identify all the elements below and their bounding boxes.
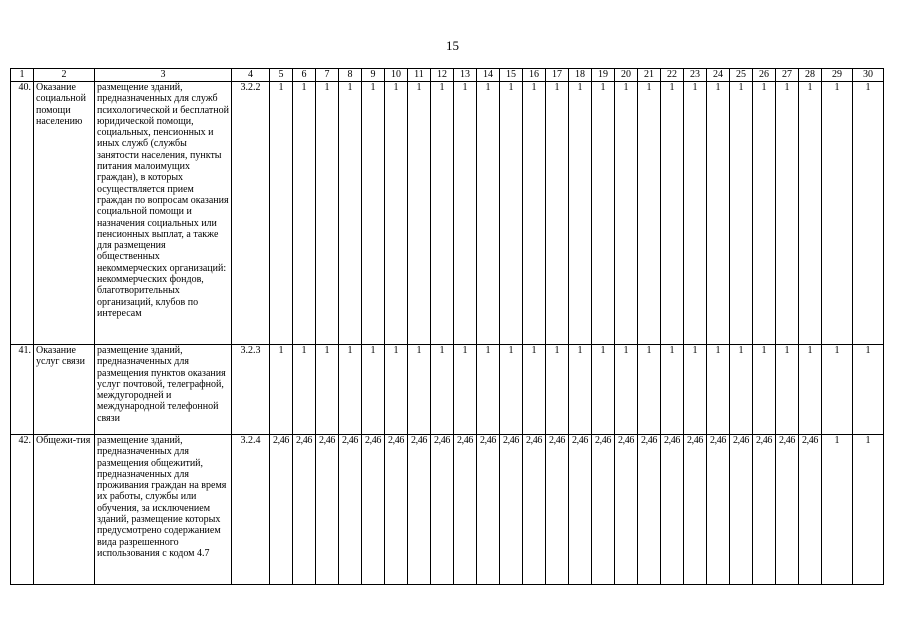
coefficient-cell: 2,46 (730, 435, 753, 585)
column-header-13: 13 (454, 69, 477, 82)
coefficient-cell: 1 (822, 345, 853, 435)
coefficient-cell: 1 (316, 345, 339, 435)
coefficient-cell: 1 (500, 82, 523, 345)
coefficient-cell: 2,46 (638, 435, 661, 585)
coefficient-cell: 1 (362, 82, 385, 345)
column-header-23: 23 (684, 69, 707, 82)
coefficient-cell: 2,46 (753, 435, 776, 585)
coefficient-cell: 1 (707, 82, 730, 345)
column-header-28: 28 (799, 69, 822, 82)
column-header-27: 27 (776, 69, 799, 82)
table-row (11, 345, 884, 435)
coefficient-cell: 1 (753, 345, 776, 435)
coefficient-cell: 2,46 (500, 435, 523, 585)
column-header-24: 24 (707, 69, 730, 82)
coefficient-cell: 1 (776, 82, 799, 345)
column-number-header-row (11, 69, 884, 82)
coefficient-cell: 1 (615, 82, 638, 345)
coefficient-cell: 1 (477, 345, 500, 435)
column-header-3: 3 (95, 69, 232, 82)
coefficient-cell: 2,46 (569, 435, 592, 585)
use-type-name: Оказание услуг связи (34, 345, 95, 435)
column-header-19: 19 (592, 69, 615, 82)
coefficient-cell: 1 (592, 82, 615, 345)
column-header-29: 29 (822, 69, 853, 82)
row-number: 41. (11, 345, 34, 435)
coefficient-cell: 2,46 (684, 435, 707, 585)
coefficient-cell: 2,46 (477, 435, 500, 585)
table-row (11, 82, 884, 345)
coefficient-cell: 1 (500, 345, 523, 435)
coefficient-cell: 1 (523, 345, 546, 435)
coefficient-cell: 1 (730, 345, 753, 435)
coefficient-cell: 1 (408, 82, 431, 345)
table-row (11, 435, 884, 585)
coefficient-cell: 2,46 (615, 435, 638, 585)
coefficient-cell: 1 (799, 345, 822, 435)
use-type-code: 3.2.3 (232, 345, 270, 435)
coefficient-cell: 1 (615, 345, 638, 435)
coefficient-cell: 2,46 (546, 435, 569, 585)
coefficient-cell: 1 (431, 82, 454, 345)
coefficient-cell: 1 (707, 345, 730, 435)
column-header-12: 12 (431, 69, 454, 82)
column-header-7: 7 (316, 69, 339, 82)
coefficient-cell: 1 (546, 82, 569, 345)
column-header-14: 14 (477, 69, 500, 82)
coefficient-cell: 1 (362, 345, 385, 435)
zoning-coefficients-table (10, 68, 884, 585)
coefficient-cell: 1 (638, 345, 661, 435)
column-header-5: 5 (270, 69, 293, 82)
column-header-6: 6 (293, 69, 316, 82)
coefficient-cell: 1 (316, 82, 339, 345)
coefficient-cell: 1 (776, 345, 799, 435)
coefficient-cell: 1 (546, 345, 569, 435)
coefficient-cell: 1 (684, 345, 707, 435)
coefficient-cell: 1 (799, 82, 822, 345)
column-header-11: 11 (408, 69, 431, 82)
use-type-description: размещение зданий, предназначенных для размещения пунктов оказания услуг почтовой, телеграфной, междугородней и международной телефонной связи (95, 345, 232, 435)
coefficient-cell: 1 (270, 345, 293, 435)
coefficient-cell: 1 (454, 82, 477, 345)
row-number: 40. (11, 82, 34, 345)
coefficient-cell: 2,46 (707, 435, 730, 585)
coefficient-cell: 1 (569, 82, 592, 345)
coefficient-cell: 2,46 (408, 435, 431, 585)
coefficient-cell: 1 (853, 82, 884, 345)
use-type-description: размещение зданий, предназначенных для служб психологической и бесплатной юридической помощи, социальных, пенсионных и иных служб (службы занятости населения, пункты питания малоимущих граждан), в которых осуществляется прием граждан по вопросам оказания социальной помощи и назначения социальных или пенсионных выплат, а также для размещения общественных некоммерческих организаций: некоммерческих фондов, благотворительных организаций, клубов по интересам (95, 82, 232, 345)
coefficient-cell: 2,46 (293, 435, 316, 585)
use-type-name: Общежи-тия (34, 435, 95, 585)
coefficient-cell: 2,46 (431, 435, 454, 585)
coefficient-cell: 1 (339, 345, 362, 435)
use-type-description: размещение зданий, предназначенных для размещения общежитий, предназначенных для проживания граждан на время их работы, службы или обучения, за исключением зданий, размещение которых предусмотрено содержанием вида разрешенного использования с кодом 4.7 (95, 435, 232, 585)
page-number: 15 (446, 38, 459, 53)
coefficient-cell: 2,46 (385, 435, 408, 585)
coefficient-cell: 1 (408, 345, 431, 435)
column-header-10: 10 (385, 69, 408, 82)
use-type-code: 3.2.4 (232, 435, 270, 585)
coefficient-cell: 1 (339, 82, 362, 345)
column-header-25: 25 (730, 69, 753, 82)
coefficient-cell: 1 (853, 435, 884, 585)
use-type-name: Оказание социальной помощи населению (34, 82, 95, 345)
column-header-26: 26 (753, 69, 776, 82)
coefficient-cell: 1 (661, 345, 684, 435)
coefficient-cell: 2,46 (661, 435, 684, 585)
coefficient-cell: 2,46 (270, 435, 293, 585)
coefficient-cell: 2,46 (454, 435, 477, 585)
coefficient-cell: 2,46 (799, 435, 822, 585)
coefficient-cell: 1 (853, 345, 884, 435)
column-header-8: 8 (339, 69, 362, 82)
column-header-1: 1 (11, 69, 34, 82)
column-header-16: 16 (523, 69, 546, 82)
column-header-21: 21 (638, 69, 661, 82)
column-header-18: 18 (569, 69, 592, 82)
coefficient-cell: 1 (822, 82, 853, 345)
column-header-2: 2 (34, 69, 95, 82)
column-header-30: 30 (853, 69, 884, 82)
coefficient-cell: 1 (523, 82, 546, 345)
coefficient-cell: 1 (753, 82, 776, 345)
coefficient-cell: 1 (385, 345, 408, 435)
column-header-9: 9 (362, 69, 385, 82)
column-header-17: 17 (546, 69, 569, 82)
row-number: 42. (11, 435, 34, 585)
coefficient-cell: 1 (385, 82, 408, 345)
coefficient-cell: 2,46 (362, 435, 385, 585)
column-header-4: 4 (232, 69, 270, 82)
coefficient-cell: 1 (293, 82, 316, 345)
coefficient-cell: 1 (454, 345, 477, 435)
coefficient-cell: 1 (730, 82, 753, 345)
coefficient-cell: 1 (270, 82, 293, 345)
coefficient-cell: 1 (638, 82, 661, 345)
coefficient-cell: 1 (592, 345, 615, 435)
coefficient-cell: 1 (569, 345, 592, 435)
coefficient-cell: 2,46 (339, 435, 362, 585)
coefficient-cell: 1 (431, 345, 454, 435)
coefficient-cell: 1 (293, 345, 316, 435)
coefficient-cell: 1 (477, 82, 500, 345)
coefficient-cell: 2,46 (316, 435, 339, 585)
coefficient-cell: 1 (661, 82, 684, 345)
use-type-code: 3.2.2 (232, 82, 270, 345)
coefficient-cell: 2,46 (523, 435, 546, 585)
coefficient-cell: 2,46 (592, 435, 615, 585)
column-header-15: 15 (500, 69, 523, 82)
coefficient-cell: 2,46 (776, 435, 799, 585)
column-header-20: 20 (615, 69, 638, 82)
column-header-22: 22 (661, 69, 684, 82)
coefficient-cell: 1 (684, 82, 707, 345)
coefficient-cell: 1 (822, 435, 853, 585)
